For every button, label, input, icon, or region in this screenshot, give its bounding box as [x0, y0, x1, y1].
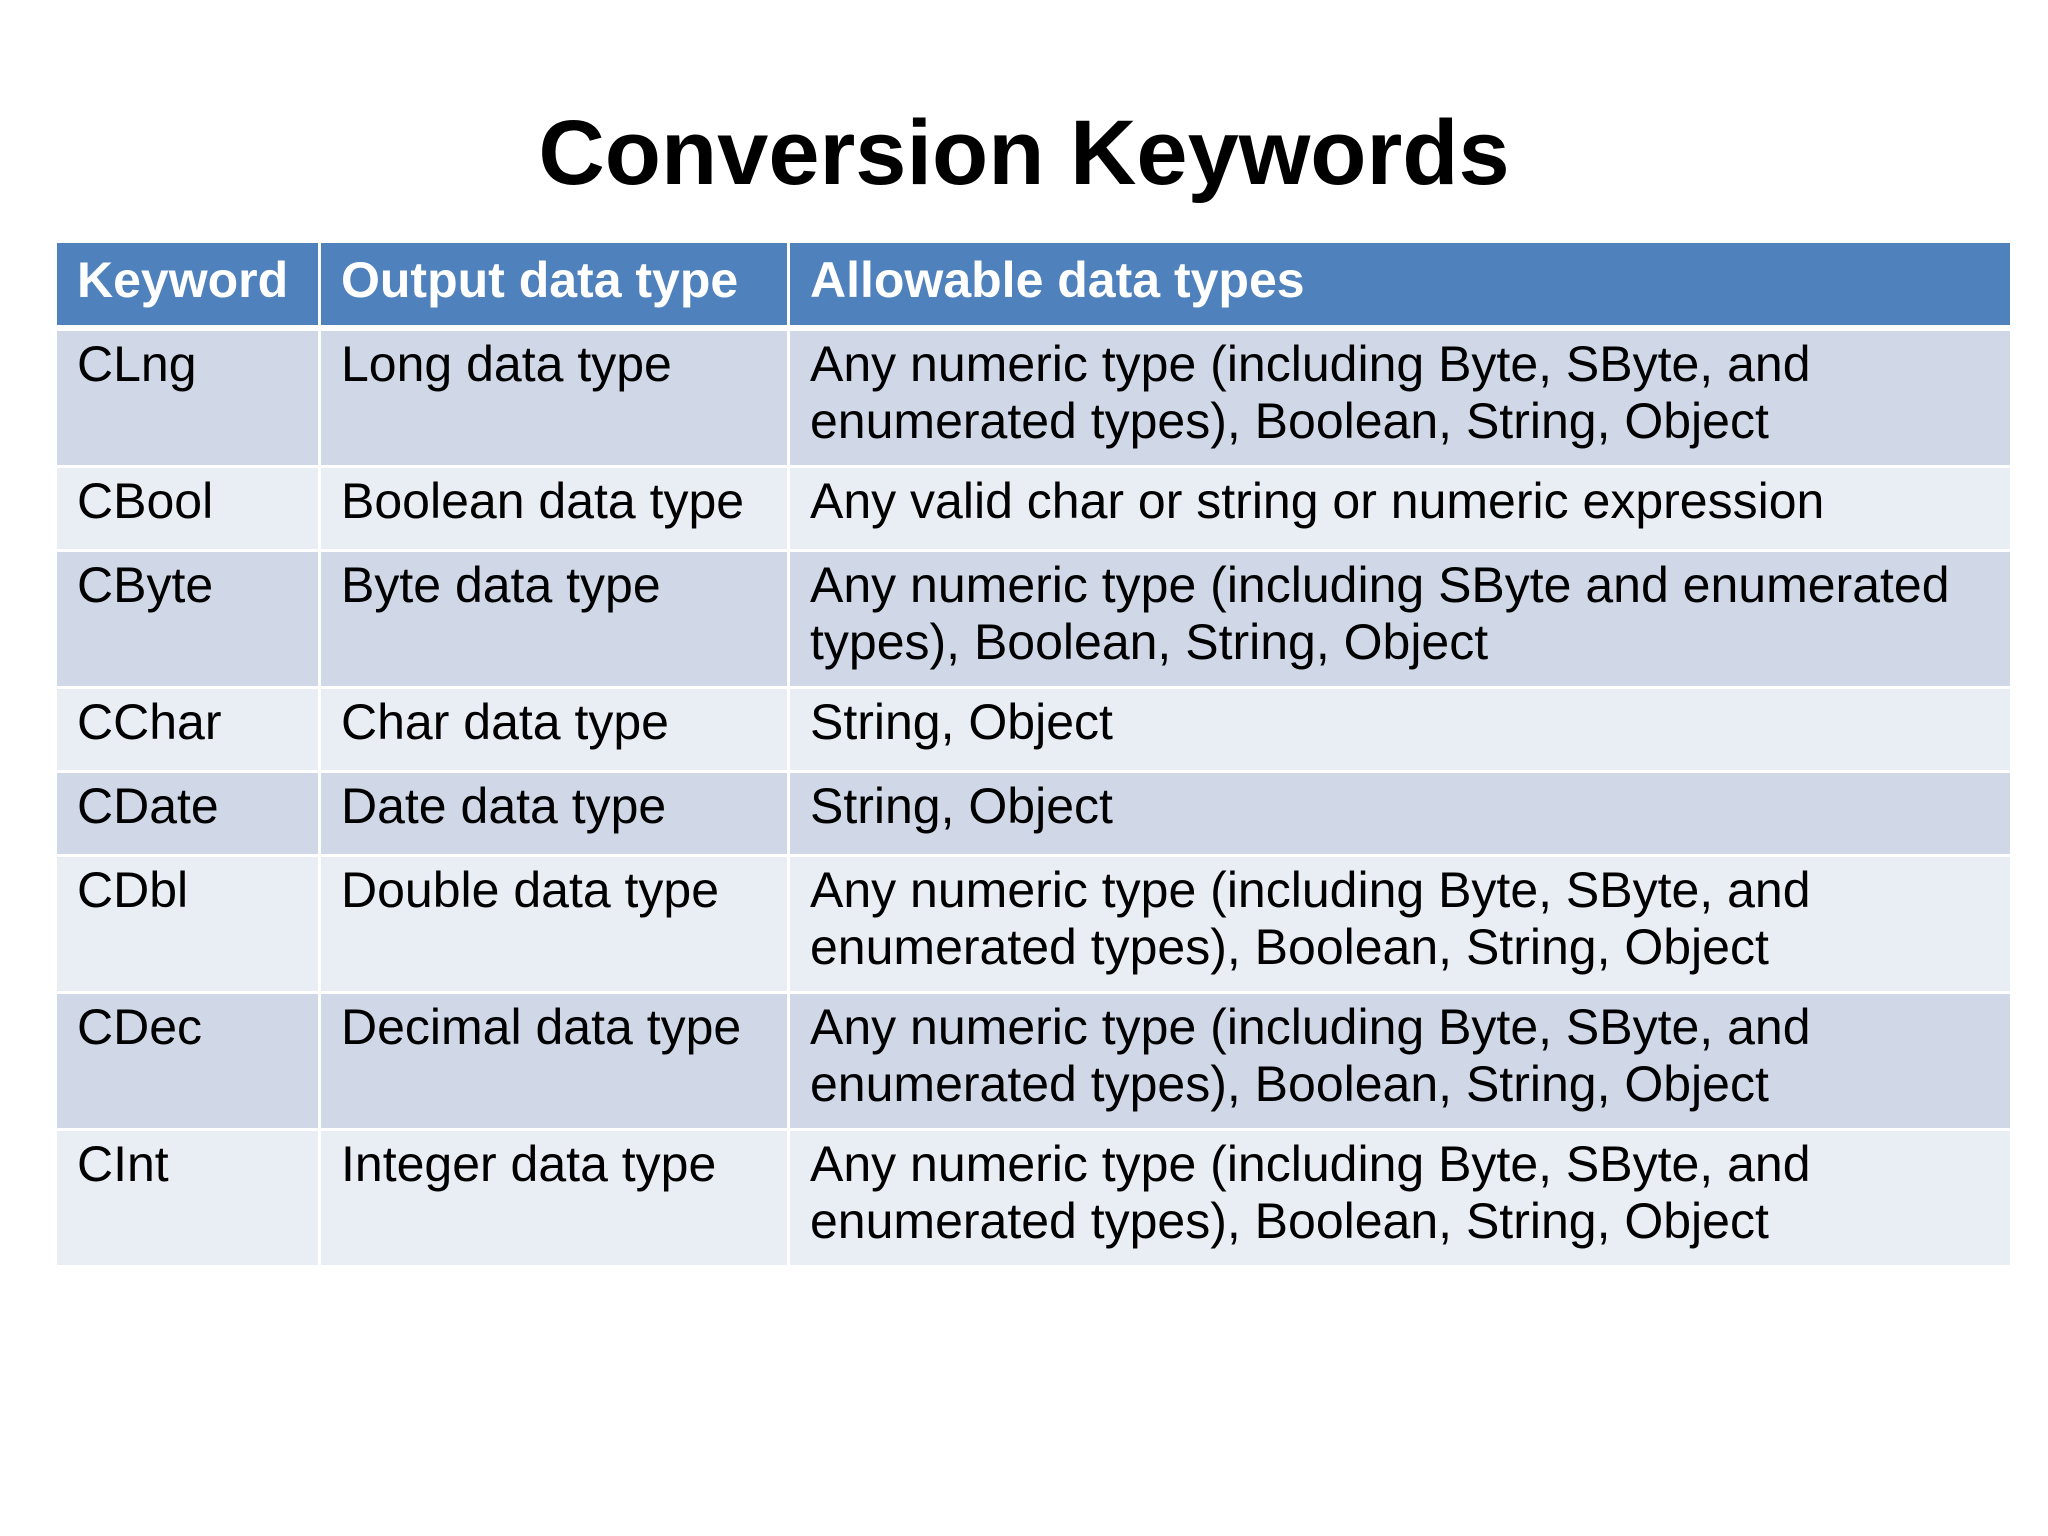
cell-allowable: Any numeric type (including Byte, SByte, and enumerated types), Boolean, String, Object	[789, 856, 2012, 993]
table-row	[56, 467, 2012, 551]
cell-output: Char data type	[320, 688, 789, 772]
cell-keyword: CByte	[56, 551, 320, 688]
cell-output: Byte data type	[320, 551, 789, 688]
cell-keyword: CLng	[56, 328, 320, 467]
slide-title: Conversion Keywords	[538, 102, 1510, 204]
cell-keyword: CInt	[56, 1130, 320, 1267]
cell-allowable: String, Object	[789, 772, 2012, 856]
cell-allowable: Any numeric type (including Byte, SByte, and enumerated types), Boolean, String, Object	[789, 993, 2012, 1130]
table-row	[56, 1130, 2012, 1267]
cell-allowable: Any numeric type (including SByte and enumerated types), Boolean, String, Object	[789, 551, 2012, 688]
cell-keyword: CChar	[56, 688, 320, 772]
cell-keyword: CDate	[56, 772, 320, 856]
cell-keyword: CBool	[56, 467, 320, 551]
table-row	[56, 328, 2012, 467]
cell-output: Integer data type	[320, 1130, 789, 1267]
header-allowable-data-types: Allowable data types	[789, 242, 2012, 329]
table-row	[56, 551, 2012, 688]
table-row	[56, 688, 2012, 772]
cell-allowable: Any numeric type (including Byte, SByte, and enumerated types), Boolean, String, Object	[789, 1130, 2012, 1267]
cell-output: Decimal data type	[320, 993, 789, 1130]
cell-output: Date data type	[320, 772, 789, 856]
table-header-row	[56, 242, 2012, 329]
conversion-keywords-table	[54, 240, 2013, 1268]
table-row	[56, 772, 2012, 856]
cell-output: Boolean data type	[320, 467, 789, 551]
table-row	[56, 993, 2012, 1130]
header-output-data-type: Output data type	[320, 242, 789, 329]
cell-allowable: String, Object	[789, 688, 2012, 772]
cell-keyword: CDec	[56, 993, 320, 1130]
cell-output: Double data type	[320, 856, 789, 993]
table-row	[56, 856, 2012, 993]
cell-allowable: Any numeric type (including Byte, SByte, and enumerated types), Boolean, String, Object	[789, 328, 2012, 467]
cell-allowable: Any valid char or string or numeric expression	[789, 467, 2012, 551]
cell-output: Long data type	[320, 328, 789, 467]
cell-keyword: CDbl	[56, 856, 320, 993]
header-keyword: Keyword	[56, 242, 320, 329]
